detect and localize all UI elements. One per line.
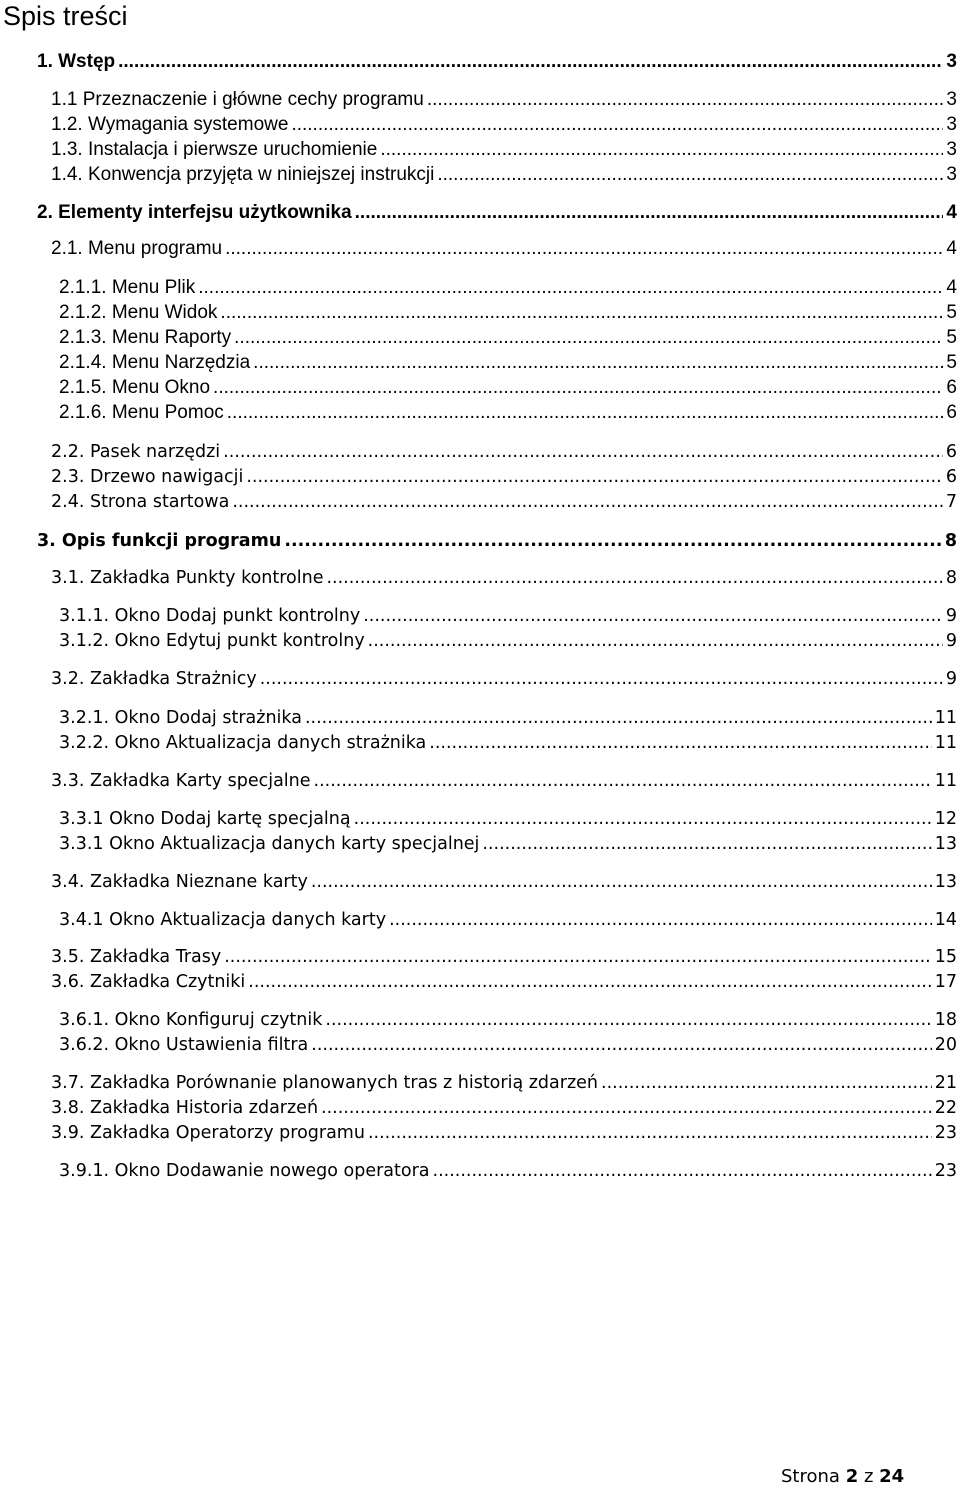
toc-entry[interactable] <box>59 376 957 400</box>
toc-entry-title: 2.1. Menu programu <box>51 238 223 259</box>
toc-entry-page: 4 <box>946 202 957 223</box>
toc-dot-leader <box>220 301 943 325</box>
toc-entry-page: 9 <box>945 669 957 689</box>
toc-dot-leader <box>314 769 932 793</box>
toc-entry[interactable] <box>51 465 957 489</box>
footer-current-page: 2 <box>845 1466 859 1487</box>
toc-entry-title: 3.6.1. Okno Konfiguruj czytnik <box>59 1010 323 1030</box>
toc-entry[interactable] <box>59 832 957 856</box>
toc-entry-page: 3 <box>946 164 957 185</box>
toc-entry-title: 3.3.1 Okno Aktualizacja danych karty specjalnej <box>59 834 480 854</box>
toc-dot-leader <box>253 351 943 375</box>
toc-entry-page: 4 <box>946 238 957 259</box>
toc-dot-leader <box>246 465 943 489</box>
toc-entry[interactable] <box>59 1159 957 1183</box>
toc-entry[interactable] <box>51 237 957 261</box>
toc-entry-title: 3.1.2. Okno Edytuj punkt kontrolny <box>59 631 365 651</box>
toc-entry[interactable] <box>59 1008 957 1032</box>
toc-entry-title: 3.2.2. Okno Aktualizacja danych strażnika <box>59 733 427 753</box>
toc-entry-page: 3 <box>946 114 957 135</box>
toc-entry-page: 5 <box>946 327 957 348</box>
toc-entry-title: 2.1.6. Menu Pomoc <box>59 402 224 423</box>
toc-dot-leader <box>601 1071 932 1095</box>
toc-dot-leader <box>260 667 943 691</box>
toc-dot-leader <box>326 566 942 590</box>
toc-entry-page: 7 <box>945 492 957 512</box>
toc-entry-page: 6 <box>945 442 957 462</box>
toc-entry[interactable] <box>59 401 957 425</box>
footer-total-pages: 24 <box>879 1466 905 1487</box>
toc-dot-leader <box>427 88 944 112</box>
toc-entry-page: 9 <box>945 631 957 651</box>
toc-entry-page: 22 <box>934 1098 957 1118</box>
toc-entry-page: 20 <box>934 1035 957 1055</box>
toc-entry-title: 3.9. Zakładka Operatorzy programu <box>51 1123 365 1143</box>
toc-entry-page: 11 <box>934 771 957 791</box>
toc-entry[interactable] <box>59 908 957 932</box>
toc-dot-leader <box>389 908 932 932</box>
toc-dot-leader <box>224 945 931 969</box>
toc-dot-leader <box>368 629 943 653</box>
toc-entry-title: 2. Elementy interfejsu użytkownika <box>37 202 352 223</box>
toc-entry[interactable] <box>59 351 957 375</box>
page-title: Spis treści <box>3 1 128 31</box>
toc-entry-title: 3.9.1. Okno Dodawanie nowego operatora <box>59 1161 430 1181</box>
toc-entry-page: 5 <box>946 352 957 373</box>
toc-entry-title: 3.1. Zakładka Punkty kontrolne <box>51 568 324 588</box>
toc-entry-title: 3.2. Zakładka Strażnicy <box>51 669 257 689</box>
toc-entry[interactable] <box>51 113 957 137</box>
toc-entry[interactable] <box>51 440 957 464</box>
toc-dot-leader <box>355 201 944 225</box>
toc-entry-page: 13 <box>934 872 957 892</box>
toc-dot-leader <box>437 163 943 187</box>
toc-entry[interactable] <box>51 1071 957 1095</box>
toc-entry-page: 9 <box>945 606 957 626</box>
toc-entry[interactable] <box>59 301 957 325</box>
toc-dot-leader <box>227 401 944 425</box>
toc-entry-title: 1. Wstęp <box>37 51 116 72</box>
toc-dot-leader <box>482 832 931 856</box>
toc-entry[interactable] <box>51 490 957 514</box>
toc-entry[interactable] <box>59 731 957 755</box>
toc-entry[interactable] <box>51 566 957 590</box>
toc-entry[interactable] <box>37 50 957 74</box>
toc-entry-title: 2.3. Drzewo nawigacji <box>51 467 244 487</box>
toc-entry-title: 3.3.1 Okno Dodaj kartę specjalną <box>59 809 351 829</box>
toc-entry-page: 15 <box>934 947 957 967</box>
toc-entry-title: 3.8. Zakładka Historia zdarzeń <box>51 1098 319 1118</box>
toc-dot-leader <box>368 1121 932 1145</box>
toc-entry[interactable] <box>51 667 957 691</box>
toc-entry-title: 3.6.2. Okno Ustawienia filtra <box>59 1035 309 1055</box>
toc-entry-page: 11 <box>934 733 957 753</box>
toc-entry[interactable] <box>51 163 957 187</box>
toc-entry-page: 8 <box>944 531 957 551</box>
toc-entry-page: 11 <box>934 708 957 728</box>
toc-entry-title: 3.5. Zakładka Trasy <box>51 947 222 967</box>
toc-entry-page: 13 <box>934 834 957 854</box>
toc-entry-page: 21 <box>934 1073 957 1093</box>
toc-dot-leader <box>291 113 943 137</box>
toc-entry-title: 1.1 Przeznaczenie i główne cechy programu <box>51 89 424 110</box>
toc-entry-title: 2.2. Pasek narzędzi <box>51 442 221 462</box>
toc-entry-title: 1.4. Konwencja przyjęta w niniejszej instrukcji <box>51 164 435 185</box>
toc-entry-title: 3.6. Zakładka Czytniki <box>51 972 246 992</box>
toc-dot-leader <box>225 237 943 261</box>
toc-entry-page: 23 <box>934 1161 957 1181</box>
toc-entry[interactable] <box>59 807 957 831</box>
toc-dot-leader <box>248 970 931 994</box>
toc-entry[interactable] <box>51 769 957 793</box>
toc-dot-leader <box>234 326 943 350</box>
toc-entry-title: 3.1.1. Okno Dodaj punkt kontrolny <box>59 606 361 626</box>
toc-entry[interactable] <box>37 529 957 553</box>
toc-entry[interactable] <box>51 138 957 162</box>
toc-entry-title: 2.1.5. Menu Okno <box>59 377 211 398</box>
toc-entry[interactable] <box>51 870 957 894</box>
toc-entry-title: 3.7. Zakładka Porównanie planowanych tras z historią zdarzeń <box>51 1073 598 1093</box>
toc-entry[interactable] <box>51 970 957 994</box>
toc-dot-leader <box>305 706 932 730</box>
toc-dot-leader <box>311 1033 931 1057</box>
toc-entry-page: 4 <box>946 277 957 298</box>
toc-entry-title: 2.1.3. Menu Raporty <box>59 327 232 348</box>
toc-dot-leader <box>118 50 943 74</box>
toc-entry[interactable] <box>37 201 957 225</box>
toc-entry-page: 5 <box>946 302 957 323</box>
toc-entry-title: 2.4. Strona startowa <box>51 492 230 512</box>
footer-separator: z <box>863 1466 874 1487</box>
toc-dot-leader <box>284 529 942 553</box>
toc-entry-title: 2.1.2. Menu Widok <box>59 302 218 323</box>
toc-entry-page: 17 <box>934 972 957 992</box>
toc-entry[interactable] <box>51 945 957 969</box>
toc-entry-title: 3. Opis funkcji programu <box>37 531 282 551</box>
toc-entry[interactable] <box>51 1096 957 1120</box>
toc-dot-leader <box>213 376 943 400</box>
toc-entry-page: 6 <box>946 377 957 398</box>
toc-dot-leader <box>321 1096 932 1120</box>
toc-dot-leader <box>223 440 943 464</box>
toc-entry[interactable] <box>51 88 957 112</box>
toc-entry[interactable] <box>59 629 957 653</box>
toc-entry-title: 3.3. Zakładka Karty specjalne <box>51 771 311 791</box>
toc-entry-title: 1.2. Wymagania systemowe <box>51 114 289 135</box>
toc-dot-leader <box>363 604 943 628</box>
toc-dot-leader <box>198 276 943 300</box>
toc-entry[interactable] <box>59 276 957 300</box>
toc-entry-page: 6 <box>946 402 957 423</box>
toc-entry-page: 3 <box>946 89 957 110</box>
toc-entry[interactable] <box>59 326 957 350</box>
toc-entry-title: 3.4. Zakładka Nieznane karty <box>51 872 308 892</box>
toc-entry[interactable] <box>59 1033 957 1057</box>
toc-entry-page: 3 <box>946 139 957 160</box>
toc-entry-page: 14 <box>934 910 957 930</box>
toc-entry-page: 8 <box>945 568 957 588</box>
toc-dot-leader <box>311 870 932 894</box>
toc-entry-page: 12 <box>934 809 957 829</box>
toc-entry-title: 3.2.1. Okno Dodaj strażnika <box>59 708 302 728</box>
toc-dot-leader <box>325 1008 931 1032</box>
toc-entry[interactable] <box>59 706 957 730</box>
footer-prefix: Strona <box>781 1466 840 1487</box>
toc-entry-title: 2.1.4. Menu Narzędzia <box>59 352 251 373</box>
toc-entry-page: 3 <box>946 51 957 72</box>
toc-entry-title: 2.1.1. Menu Plik <box>59 277 196 298</box>
toc-entry-title: 3.4.1 Okno Aktualizacja danych karty <box>59 910 387 930</box>
toc-dot-leader <box>429 731 931 755</box>
toc-entry-page: 6 <box>945 467 957 487</box>
toc-dot-leader <box>433 1159 932 1183</box>
toc-entry-page: 23 <box>934 1123 957 1143</box>
toc-dot-leader <box>232 490 943 514</box>
toc-entry-title: 1.3. Instalacja i pierwsze uruchomienie <box>51 139 378 160</box>
toc-dot-leader <box>380 138 943 162</box>
toc-entry[interactable] <box>59 604 957 628</box>
toc-dot-leader <box>354 807 932 831</box>
toc-entry[interactable] <box>51 1121 957 1145</box>
page-footer <box>781 1465 904 1489</box>
toc-entry-page: 18 <box>934 1010 957 1030</box>
